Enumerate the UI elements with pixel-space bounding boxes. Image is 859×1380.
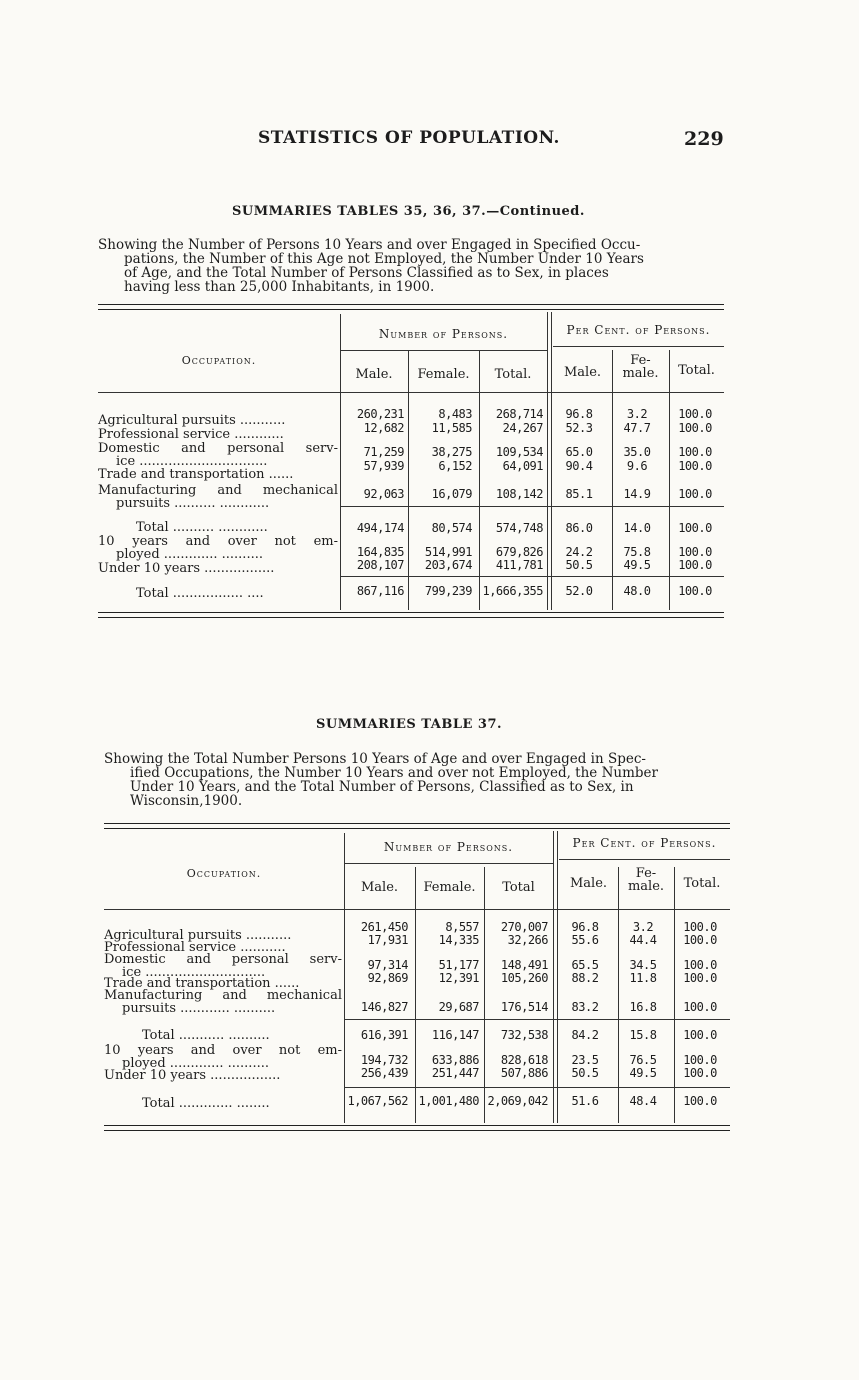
cell-pm: 96.8 xyxy=(571,920,599,934)
row-label-line: pursuits ............ .......... xyxy=(122,1000,276,1016)
row-label-line: Trade and transportation ...... xyxy=(98,467,294,482)
cell-pt: 100.0 xyxy=(678,459,712,473)
number-of-persons-header: Number of Persons. xyxy=(383,840,514,854)
cell-total: 679,826 xyxy=(495,545,543,559)
row-label-line: Professional service ........... xyxy=(104,940,286,955)
cell-pf: 35.0 xyxy=(623,445,651,459)
row-label-line: Under 10 years ................. xyxy=(104,1068,281,1083)
cell-pf: 15.8 xyxy=(629,1028,657,1042)
pct-total-header: Total. xyxy=(678,363,715,378)
row-label xyxy=(98,536,338,561)
cell-male: 97,314 xyxy=(367,958,408,972)
row-label-line: Agricultural pursuits ........... xyxy=(98,413,286,428)
row-label-line: 10 years and over not em- xyxy=(98,534,338,549)
row-label xyxy=(98,563,338,576)
cell-pt: 100.0 xyxy=(683,1066,717,1080)
row-label-line: Trade and transportation ...... xyxy=(104,976,300,991)
page-number: 229 xyxy=(684,128,724,150)
cell-male: 57,939 xyxy=(363,459,404,473)
occupation-header: Occupation. xyxy=(186,867,262,880)
row-label xyxy=(104,1070,342,1083)
row-label xyxy=(98,522,338,535)
cell-female: 8,483 xyxy=(438,407,472,421)
cell-pf: 14.0 xyxy=(623,521,651,535)
pct-male-header: Male. xyxy=(569,876,608,891)
table1-title: SUMMARIES TABLES 35, 36, 37.—Continued. xyxy=(232,204,585,219)
cell-pm: 51.6 xyxy=(571,1094,599,1108)
cell-female: 29,687 xyxy=(438,1000,479,1014)
row-label-line: Manufacturing and mechanical xyxy=(104,988,342,1003)
cell-pm: 52.3 xyxy=(565,421,593,435)
cell-total: 105,260 xyxy=(500,971,548,985)
caption-line: Showing the Number of Persons 10 Years and over Engaged in Specified Occu- xyxy=(98,237,641,253)
cell-total: 176,514 xyxy=(500,1000,548,1014)
row-label-line: Professional service ............ xyxy=(98,427,284,442)
cell-female: 80,574 xyxy=(431,521,472,535)
row-label-line: 10 years and over not em- xyxy=(104,1043,342,1058)
pct-female-header: Fe- male. xyxy=(622,353,659,381)
row-label-line: Total ............. ........ xyxy=(142,1096,270,1111)
cell-pm: 55.6 xyxy=(571,933,599,947)
total-header: Total. xyxy=(494,367,532,382)
cell-male: 867,116 xyxy=(356,584,404,598)
cell-pt: 100.0 xyxy=(678,584,712,598)
cell-total: 148,491 xyxy=(500,958,548,972)
caption-line: of Age, and the Total Number of Persons Classified as to Sex, in places xyxy=(124,265,609,281)
cell-pm: 86.0 xyxy=(565,521,593,535)
cell-female: 12,391 xyxy=(438,971,479,985)
cell-male: 92,063 xyxy=(363,487,404,501)
row-label-line: ployed ............. .......... xyxy=(116,546,263,562)
row-label-line: Total ................. .... xyxy=(136,586,264,601)
cell-female: 514,991 xyxy=(424,545,472,559)
cell-pf: 48.0 xyxy=(623,584,651,598)
cell-total: 507,886 xyxy=(500,1066,548,1080)
cell-male: 616,391 xyxy=(360,1028,408,1042)
row-label xyxy=(98,588,338,601)
row-label xyxy=(104,1098,342,1111)
cell-female: 6,152 xyxy=(438,459,472,473)
caption-line: pations, the Number of this Age not Employed, the Number Under 10 Years xyxy=(124,251,644,267)
cell-total: 108,142 xyxy=(495,487,543,501)
total-header: Total xyxy=(502,880,535,895)
row-label xyxy=(98,429,338,442)
cell-pm: 90.4 xyxy=(565,459,593,473)
table2-title: SUMMARIES TABLE 37. xyxy=(316,717,503,732)
cell-pf: 14.9 xyxy=(623,487,651,501)
caption-line: ified Occupations, the Number 10 Years and over not Employed, the Number xyxy=(130,765,658,781)
caption-line: Under 10 Years, and the Total Number of Persons, Classified as to Sex, in xyxy=(130,779,634,795)
percent-of-persons-header: Per Cent. of Persons. xyxy=(572,836,717,850)
cell-pt: 100.0 xyxy=(678,407,712,421)
row-label xyxy=(98,443,338,468)
cell-total: 1,666,355 xyxy=(482,584,543,598)
cell-pt: 100.0 xyxy=(678,545,712,559)
row-label xyxy=(104,1045,342,1070)
cell-male: 71,259 xyxy=(363,445,404,459)
caption-line: having less than 25,000 Inhabitants, in 1900. xyxy=(124,279,435,295)
cell-pf: 9.6 xyxy=(626,459,648,473)
cell-pt: 100.0 xyxy=(678,558,712,572)
cell-total: 2,069,042 xyxy=(487,1094,548,1108)
cell-male: 12,682 xyxy=(363,421,404,435)
cell-male: 164,835 xyxy=(356,545,404,559)
row-label-line: Manufacturing and mechanical xyxy=(98,483,338,498)
cell-pm: 84.2 xyxy=(571,1028,599,1042)
table2-caption xyxy=(104,752,734,808)
cell-female: 251,447 xyxy=(431,1066,479,1080)
table1 xyxy=(98,304,724,624)
running-head: STATISTICS OF POPULATION. xyxy=(258,128,560,148)
cell-male: 92,869 xyxy=(367,971,408,985)
cell-male: 17,931 xyxy=(367,933,408,947)
cell-pt: 100.0 xyxy=(683,1053,717,1067)
row-label-line: Domestic and personal serv- xyxy=(104,952,342,967)
row-label xyxy=(98,469,338,482)
cell-pm: 65.5 xyxy=(571,958,599,972)
cell-male: 1,067,562 xyxy=(347,1094,408,1108)
cell-pm: 96.8 xyxy=(565,407,593,421)
cell-female: 8,557 xyxy=(445,920,479,934)
row-label xyxy=(98,485,338,510)
cell-pt: 100.0 xyxy=(678,445,712,459)
row-label-line: Under 10 years ................. xyxy=(98,561,275,576)
cell-female: 14,335 xyxy=(438,933,479,947)
cell-pm: 52.0 xyxy=(565,584,593,598)
cell-pt: 100.0 xyxy=(683,920,717,934)
cell-total: 24,267 xyxy=(502,421,543,435)
cell-pt: 100.0 xyxy=(683,958,717,972)
cell-pm: 24.2 xyxy=(565,545,593,559)
cell-pt: 100.0 xyxy=(683,1094,717,1108)
cell-female: 799,239 xyxy=(424,584,472,598)
number-of-persons-header: Number of Persons. xyxy=(378,327,509,341)
cell-total: 32,266 xyxy=(507,933,548,947)
cell-pf: 44.4 xyxy=(629,933,657,947)
caption-line: Wisconsin,1900. xyxy=(130,793,243,809)
cell-female: 51,177 xyxy=(438,958,479,972)
cell-total: 732,538 xyxy=(500,1028,548,1042)
cell-pm: 50.5 xyxy=(571,1066,599,1080)
female-header: Female. xyxy=(417,367,470,382)
cell-pf: 48.4 xyxy=(629,1094,657,1108)
pct-male-header: Male. xyxy=(563,365,602,380)
female-header: Female. xyxy=(423,880,476,895)
cell-pt: 100.0 xyxy=(683,971,717,985)
caption-line: Showing the Total Number Persons 10 Years of Age and over Engaged in Spec- xyxy=(104,751,646,767)
cell-pt: 100.0 xyxy=(678,487,712,501)
cell-male: 256,439 xyxy=(360,1066,408,1080)
cell-male: 494,174 xyxy=(356,521,404,535)
cell-pf: 47.7 xyxy=(623,421,651,435)
table2 xyxy=(104,823,730,1137)
cell-female: 116,147 xyxy=(431,1028,479,1042)
pct-total-header: Total. xyxy=(683,876,721,891)
male-header: Male. xyxy=(355,367,393,382)
cell-female: 203,674 xyxy=(424,558,472,572)
cell-pf: 76.5 xyxy=(629,1053,657,1067)
cell-pf: 3.2 xyxy=(626,407,648,421)
pct-female-header: Fe- male. xyxy=(627,866,665,894)
cell-male: 260,231 xyxy=(356,407,404,421)
cell-total: 270,007 xyxy=(500,920,548,934)
cell-total: 574,748 xyxy=(495,521,543,535)
cell-pf: 11.8 xyxy=(629,971,657,985)
cell-female: 16,079 xyxy=(431,487,472,501)
cell-pf: 75.8 xyxy=(623,545,651,559)
cell-pm: 23.5 xyxy=(571,1053,599,1067)
cell-pm: 83.2 xyxy=(571,1000,599,1014)
cell-pf: 49.5 xyxy=(629,1066,657,1080)
row-label-line: ice ............................... xyxy=(116,453,268,469)
cell-female: 633,886 xyxy=(431,1053,479,1067)
cell-female: 11,585 xyxy=(431,421,472,435)
cell-male: 261,450 xyxy=(360,920,408,934)
cell-male: 208,107 xyxy=(356,558,404,572)
cell-total: 64,091 xyxy=(502,459,543,473)
row-label-line: pursuits .......... ............ xyxy=(116,495,270,511)
cell-total: 411,781 xyxy=(495,558,543,572)
cell-female: 1,001,480 xyxy=(418,1094,479,1108)
cell-total: 109,534 xyxy=(495,445,543,459)
cell-total: 828,618 xyxy=(500,1053,548,1067)
cell-pt: 100.0 xyxy=(683,933,717,947)
cell-pf: 3.2 xyxy=(632,920,654,934)
row-label xyxy=(104,990,342,1015)
row-label xyxy=(104,1030,342,1043)
cell-pt: 100.0 xyxy=(678,421,712,435)
occupation-header: Occupation. xyxy=(181,354,257,367)
row-label xyxy=(98,415,338,428)
cell-pt: 100.0 xyxy=(678,521,712,535)
cell-male: 194,732 xyxy=(360,1053,408,1067)
row-label-line: Agricultural pursuits ........... xyxy=(104,928,292,943)
row-label-line: ployed ............. .......... xyxy=(122,1055,269,1071)
table1-caption xyxy=(98,238,728,294)
cell-pm: 85.1 xyxy=(565,487,593,501)
row-label-line: Total .......... ............ xyxy=(136,520,268,535)
percent-of-persons-header: Per Cent. of Persons. xyxy=(566,323,711,337)
cell-female: 38,275 xyxy=(431,445,472,459)
cell-pf: 16.8 xyxy=(629,1000,657,1014)
cell-pf: 34.5 xyxy=(629,958,657,972)
cell-pm: 50.5 xyxy=(565,558,593,572)
cell-pm: 65.0 xyxy=(565,445,593,459)
row-label-line: ice ............................. xyxy=(122,964,266,980)
cell-pf: 49.5 xyxy=(623,558,651,572)
male-header: Male. xyxy=(360,880,399,895)
cell-pt: 100.0 xyxy=(683,1028,717,1042)
row-label-line: Domestic and personal serv- xyxy=(98,441,338,456)
cell-pm: 88.2 xyxy=(571,971,599,985)
cell-total: 268,714 xyxy=(495,407,543,421)
cell-pt: 100.0 xyxy=(683,1000,717,1014)
row-label-line: Total ........... .......... xyxy=(142,1028,270,1043)
cell-male: 146,827 xyxy=(360,1000,408,1014)
